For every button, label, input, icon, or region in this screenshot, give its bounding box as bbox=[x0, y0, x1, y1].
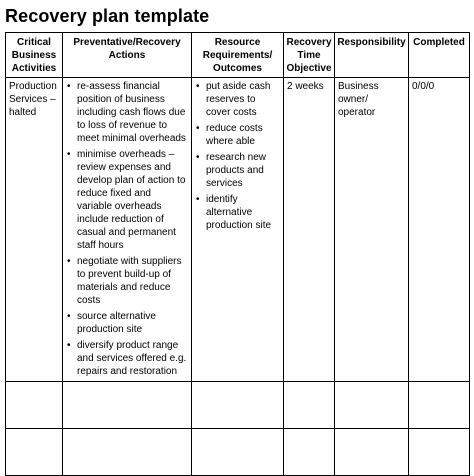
action-item bbox=[66, 339, 188, 378]
empty-cell bbox=[192, 429, 284, 476]
header-critical-business-activities: Critical Business Activities bbox=[6, 33, 63, 78]
bullet-icon: • bbox=[67, 340, 71, 351]
action-text: diversify product range and services offered e.g. repairs and restoration bbox=[77, 340, 187, 377]
action-text: negotiate with suppliers to prevent build-up of materials and reduce costs bbox=[77, 256, 182, 306]
table-row bbox=[6, 78, 470, 382]
outcome-item bbox=[195, 122, 280, 148]
outcomes-list bbox=[195, 80, 280, 232]
empty-cell bbox=[6, 429, 63, 476]
empty-cell bbox=[63, 382, 192, 429]
outcome-text: research new products and services bbox=[206, 152, 267, 189]
empty-cell bbox=[409, 382, 470, 429]
actions-list bbox=[66, 80, 188, 378]
cell-time-objective bbox=[284, 78, 335, 382]
bullet-icon: • bbox=[196, 152, 200, 163]
empty-row bbox=[6, 382, 470, 429]
action-text: source alternative production site bbox=[77, 311, 156, 335]
outcome-item bbox=[195, 80, 280, 119]
header-recovery-time-objective: Recovery Time Objective bbox=[284, 33, 335, 78]
bullet-icon: • bbox=[67, 81, 71, 92]
empty-cell bbox=[284, 382, 335, 429]
header-responsibility: Responsibility bbox=[335, 33, 409, 78]
header-resource-requirements-outcomes: Resource Requirements/ Outcomes bbox=[192, 33, 284, 78]
time-objective-text: 2 weeks bbox=[287, 81, 324, 92]
action-text: minimise overheads – review expenses and develop plan of action to reduce fixed and variable overheads include reduction of casual and permanent staff hours bbox=[77, 149, 186, 251]
cell-outcomes bbox=[192, 78, 284, 382]
cell-completed bbox=[409, 78, 470, 382]
empty-cell bbox=[409, 429, 470, 476]
activity-text: Production Services – halted bbox=[9, 81, 57, 118]
empty-cell bbox=[284, 429, 335, 476]
bullet-icon: • bbox=[196, 81, 200, 92]
action-text: re-assess financial position of business including cash flows due to loss of revenue to meet minimal overheads bbox=[77, 81, 186, 144]
cell-actions bbox=[63, 78, 192, 382]
bullet-icon: • bbox=[67, 149, 71, 160]
outcome-text: put aside cash reserves to cover costs bbox=[206, 81, 271, 118]
bullet-icon: • bbox=[67, 311, 71, 322]
empty-cell bbox=[335, 382, 409, 429]
page-title: Recovery plan template bbox=[5, 6, 210, 26]
header-preventative-recovery-actions: Preventative/Recovery Actions bbox=[63, 33, 192, 78]
outcome-text: identify alternative production site bbox=[206, 194, 272, 231]
bullet-icon: • bbox=[67, 256, 71, 267]
cell-activity bbox=[6, 78, 63, 382]
action-item bbox=[66, 310, 188, 336]
recovery-plan-table bbox=[5, 32, 470, 476]
bullet-icon: • bbox=[196, 194, 200, 205]
empty-row bbox=[6, 429, 470, 476]
action-item bbox=[66, 255, 188, 307]
completed-text: 0/0/0 bbox=[412, 81, 435, 92]
header-row bbox=[6, 33, 470, 78]
bullet-icon: • bbox=[196, 123, 200, 134]
header-completed: Completed bbox=[409, 33, 470, 78]
outcome-text: reduce costs where able bbox=[206, 123, 263, 147]
empty-cell bbox=[6, 382, 63, 429]
empty-cell bbox=[63, 429, 192, 476]
empty-cell bbox=[192, 382, 284, 429]
action-item bbox=[66, 148, 188, 252]
outcome-item bbox=[195, 151, 280, 190]
outcome-item bbox=[195, 193, 280, 232]
empty-cell bbox=[335, 429, 409, 476]
action-item bbox=[66, 80, 188, 145]
cell-responsibility bbox=[335, 78, 409, 382]
responsibility-text: Business owner/ operator bbox=[338, 81, 379, 118]
